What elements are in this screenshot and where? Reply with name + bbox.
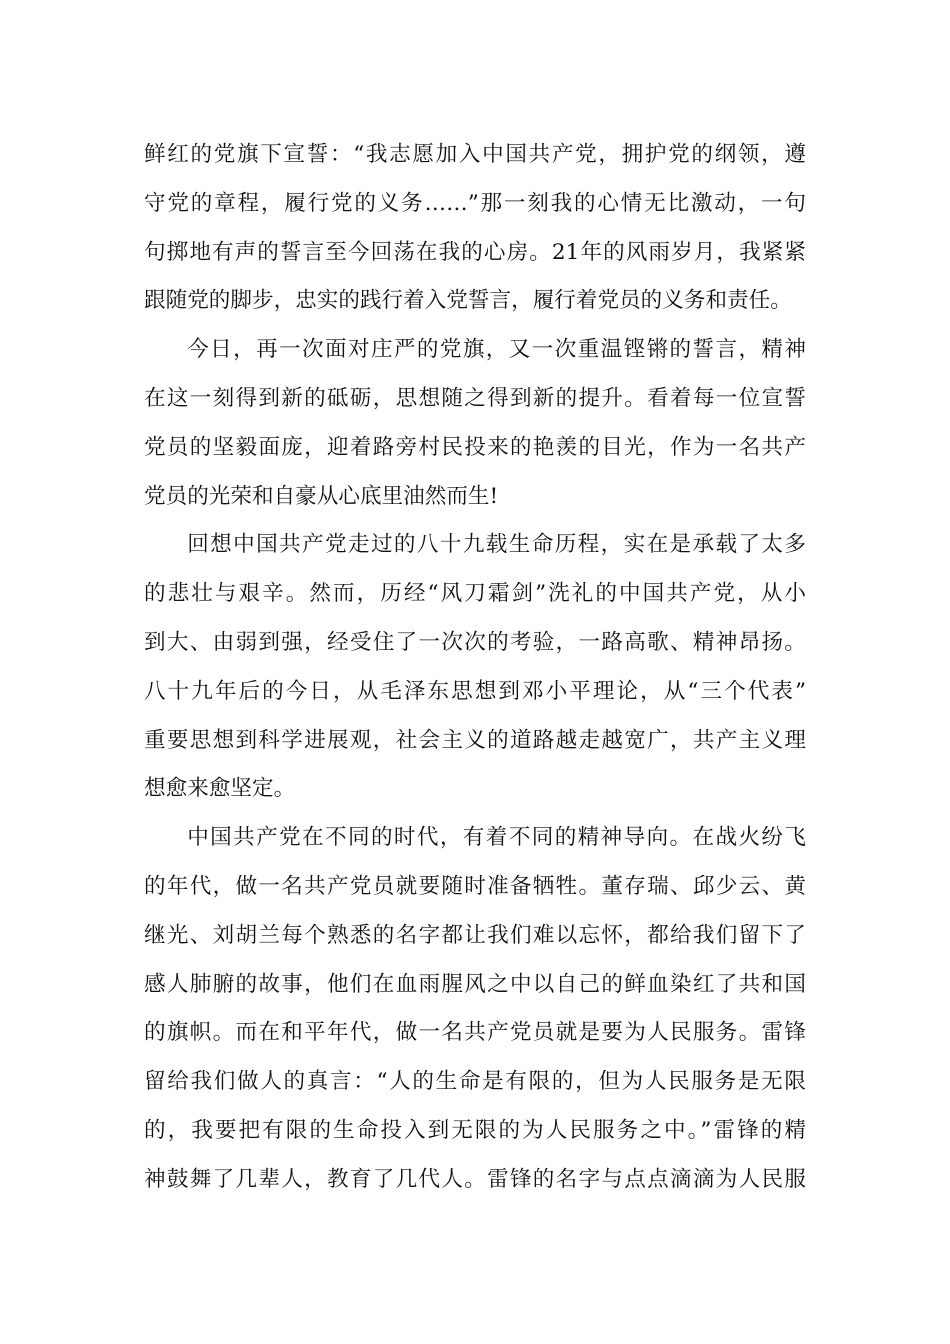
text-line: 跟随党的脚步，忠实的践行着入党誓言，履行着党员的义务和责任。 bbox=[144, 288, 792, 314]
text-line: 重要思想到科学进展观，社会主义的道路越走越宽广，共产主义理 bbox=[144, 727, 806, 753]
text-line: 党员的坚毅面庞，迎着路旁村民投来的艳羡的目光，作为一名共产 bbox=[144, 434, 806, 460]
text-line: 感人肺腑的故事，他们在血雨腥风之中以自己的鲜血染红了共和国 bbox=[144, 971, 806, 997]
text-line: 八十九年后的今日，从毛泽东思想到邓小平理论，从“三个代表” bbox=[144, 678, 806, 704]
text-line: 句掷地有声的誓言至今回荡在我的心房。21年的风雨岁月，我紧紧 bbox=[144, 239, 806, 265]
text-line: 的年代，做一名共产党员就要随时准备牺牲。董存瑞、邱少云、黄 bbox=[144, 873, 806, 899]
text-line: 今日，再一次面对庄严的党旗，又一次重温铿锵的誓言，精神 bbox=[187, 337, 806, 363]
text-line: 到大、由弱到强，经受住了一次次的考验，一路高歌、精神昂扬。 bbox=[144, 629, 806, 655]
text-line: 守党的章程，履行党的义务……”那一刻我的心情无比激动，一句 bbox=[144, 190, 806, 216]
text-line: 神鼓舞了几辈人，教育了几代人。雷锋的名字与点点滴滴为人民服 bbox=[144, 1166, 806, 1192]
paragraph bbox=[144, 326, 806, 521]
text-line: 想愈来愈坚定。 bbox=[144, 776, 296, 802]
text-line: 中国共产党在不同的时代，有着不同的精神导向。在战火纷飞 bbox=[187, 825, 806, 851]
text-line: 回想中国共产党走过的八十九载生命历程，实在是承载了太多 bbox=[187, 532, 806, 558]
text-line: 的，我要把有限的生命投入到无限的为人民服务之中。”雷锋的精 bbox=[144, 1117, 806, 1143]
paragraph bbox=[144, 814, 806, 1204]
text-line: 的悲壮与艰辛。然而，历经“风刀霜剑”洗礼的中国共产党，从小 bbox=[144, 581, 806, 607]
paragraph bbox=[144, 131, 806, 326]
text-line: 在这一刻得到新的砥砺，思想随之得到新的提升。看着每一位宣誓 bbox=[144, 385, 806, 411]
text-line: 的旗帜。而在和平年代，做一名共产党员就是要为人民服务。雷锋 bbox=[144, 1020, 806, 1046]
body-text bbox=[144, 131, 806, 1205]
text-line: 党员的光荣和自豪从心底里油然而生! bbox=[144, 483, 499, 509]
text-line: 继光、刘胡兰每个熟悉的名字都让我们难以忘怀，都给我们留下了 bbox=[144, 922, 806, 948]
paragraph bbox=[144, 521, 806, 814]
text-line: 鲜红的党旗下宣誓：“我志愿加入中国共产党，拥护党的纲领，遵 bbox=[144, 142, 806, 167]
text-line: 留给我们做人的真言：“人的生命是有限的，但为人民服务是无限 bbox=[144, 1069, 806, 1095]
